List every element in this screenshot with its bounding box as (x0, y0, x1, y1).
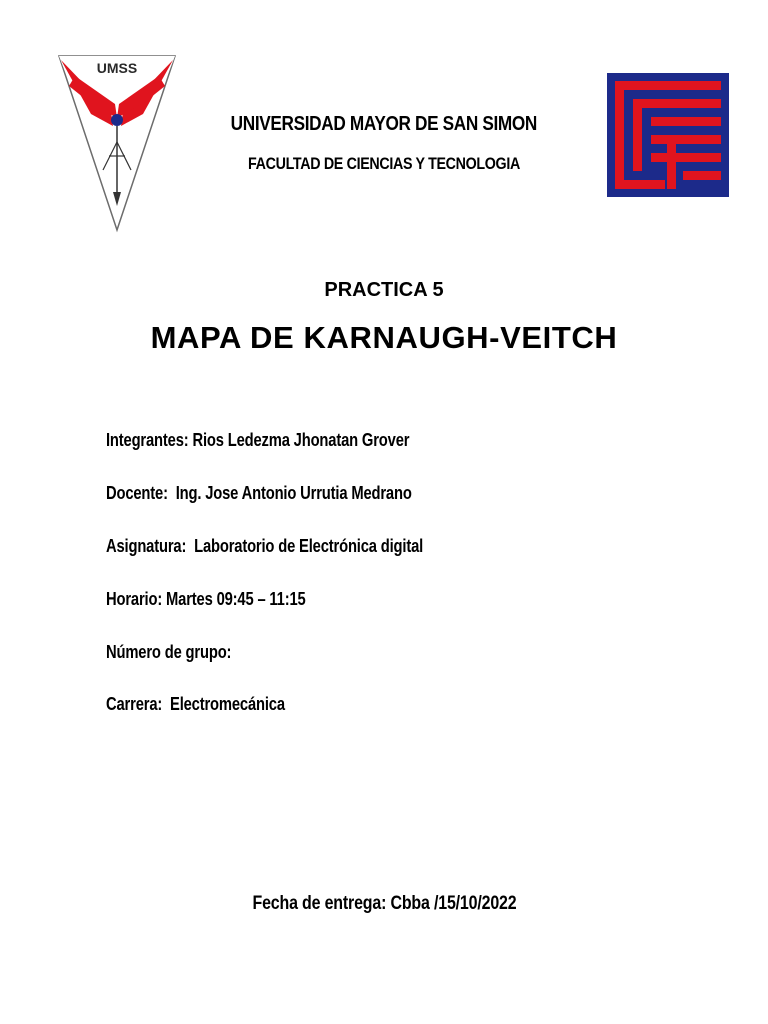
info-label: Número de grupo: (106, 642, 232, 662)
university-name: UNIVERSIDAD MAYOR DE SAN SIMON (230, 113, 538, 135)
info-row-carrera (106, 694, 285, 715)
info-label: Docente: (106, 483, 168, 503)
info-value: Rios Ledezma Jhonatan Grover (192, 430, 410, 450)
info-value: Ing. Jose Antonio Urrutia Medrano (171, 483, 412, 503)
document-title: MAPA DE KARNAUGH-VEITCH (150, 320, 618, 355)
info-label: Integrantes: (106, 430, 189, 450)
info-row-docente (106, 483, 412, 504)
info-value: Martes 09:45 – 11:15 (166, 589, 306, 609)
info-value: Laboratorio de Electrónica digital (190, 536, 424, 556)
delivery-date: Fecha de entrega: Cbba /15/10/2022 (252, 893, 517, 914)
info-row-grupo (106, 642, 235, 663)
info-label: Asignatura: (106, 536, 187, 556)
umss-logo-text: UMSS (96, 60, 138, 76)
faculty-name: FACULTAD DE CIENCIAS Y TECNOLOGIA (248, 154, 520, 173)
info-row-integrantes (106, 430, 409, 451)
info-value: Electromecánica (166, 694, 285, 714)
practice-number: PRACTICA 5 (324, 279, 444, 301)
info-row-horario (106, 589, 306, 610)
info-label: Carrera: (106, 694, 163, 714)
umss-logo (55, 52, 179, 234)
info-row-asignatura (106, 536, 423, 557)
info-label: Horario: (106, 589, 163, 609)
